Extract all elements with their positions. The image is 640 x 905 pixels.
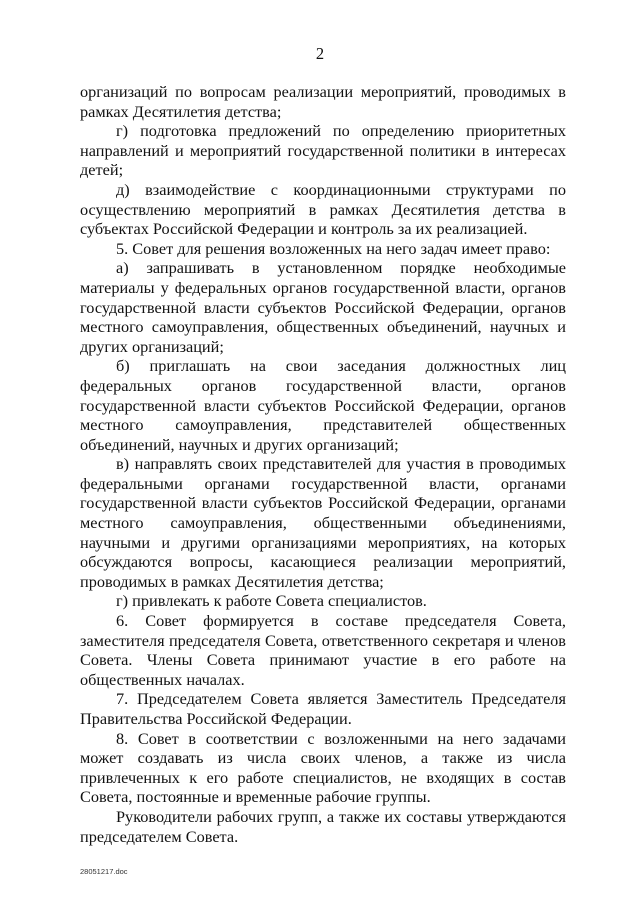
footer-filename: 28051217.doc	[80, 867, 128, 876]
paragraph-item-v-send: в) направлять своих представителей для участия в проводимых федеральными органами государственной власти, органами государственной власти субъектов Российской Федерации, органами местного самоуправления, общественными объединениями, научными и другими организациями мероприятиях, на которых обсуждаются вопросы, касающиеся реализации мероприятий, проводимых в рамках Десятилетия детства;	[80, 454, 566, 591]
document-body	[80, 82, 566, 846]
paragraph-6-composition: 6. Совет формируется в составе председателя Совета, заместителя председателя Совета, ответственного секретаря и членов Совета. Члены Совета принимают участие в его работе на общественных началах.	[80, 611, 566, 689]
paragraph-5-rights: 5. Совет для решения возложенных на него задач имеет право:	[116, 238, 551, 258]
paragraph-group-leaders: Руководители рабочих групп, а также их составы утверждаются председателем Совета.	[80, 806, 566, 846]
paragraph-item-g-specialists: г) привлекать к работе Совета специалистов.	[116, 591, 427, 611]
paragraph-item-b-invite: б) приглашать на свои заседания должностных лиц федеральных органов государственной власти, органов государственной власти субъектов Российской Федерации, органов местного самоуправления, представителей общественных объединений, научных и других организаций;	[80, 356, 566, 454]
paragraph-item-a-request: а) запрашивать в установленном порядке необходимые материалы у федеральных органов государственной власти, органов государственной власти субъектов Российской Федерации, органов местного самоуправления, общественных объединений, научных и других организаций;	[80, 258, 566, 356]
page-number: 2	[315, 44, 325, 63]
paragraph-8-working-groups: 8. Совет в соответствии с возложенными на него задачами может создавать из числа своих членов, а также из числа привлеченных к его работе специалистов, не входящих в состав Совета, постоянные и временные рабочие группы.	[80, 728, 566, 807]
paragraph-item-d-interaction: д) взаимодействие с координационными структурами по осуществлению мероприятий в рамках Десятилетия детства в субъектах Российской Федерации и контроль за их реализацией.	[80, 179, 566, 239]
paragraph-7-chairman: 7. Председателем Совета является Заместитель Председателя Правительства Российской Федерации.	[80, 689, 566, 728]
paragraph-item-g-proposals: г) подготовка предложений по определению приоритетных направлений и мероприятий государственной политики в интересах детей;	[80, 121, 566, 180]
paragraph-continuation: организаций по вопросам реализации мероприятий, проводимых в рамках Десятилетия детства;	[80, 82, 566, 121]
